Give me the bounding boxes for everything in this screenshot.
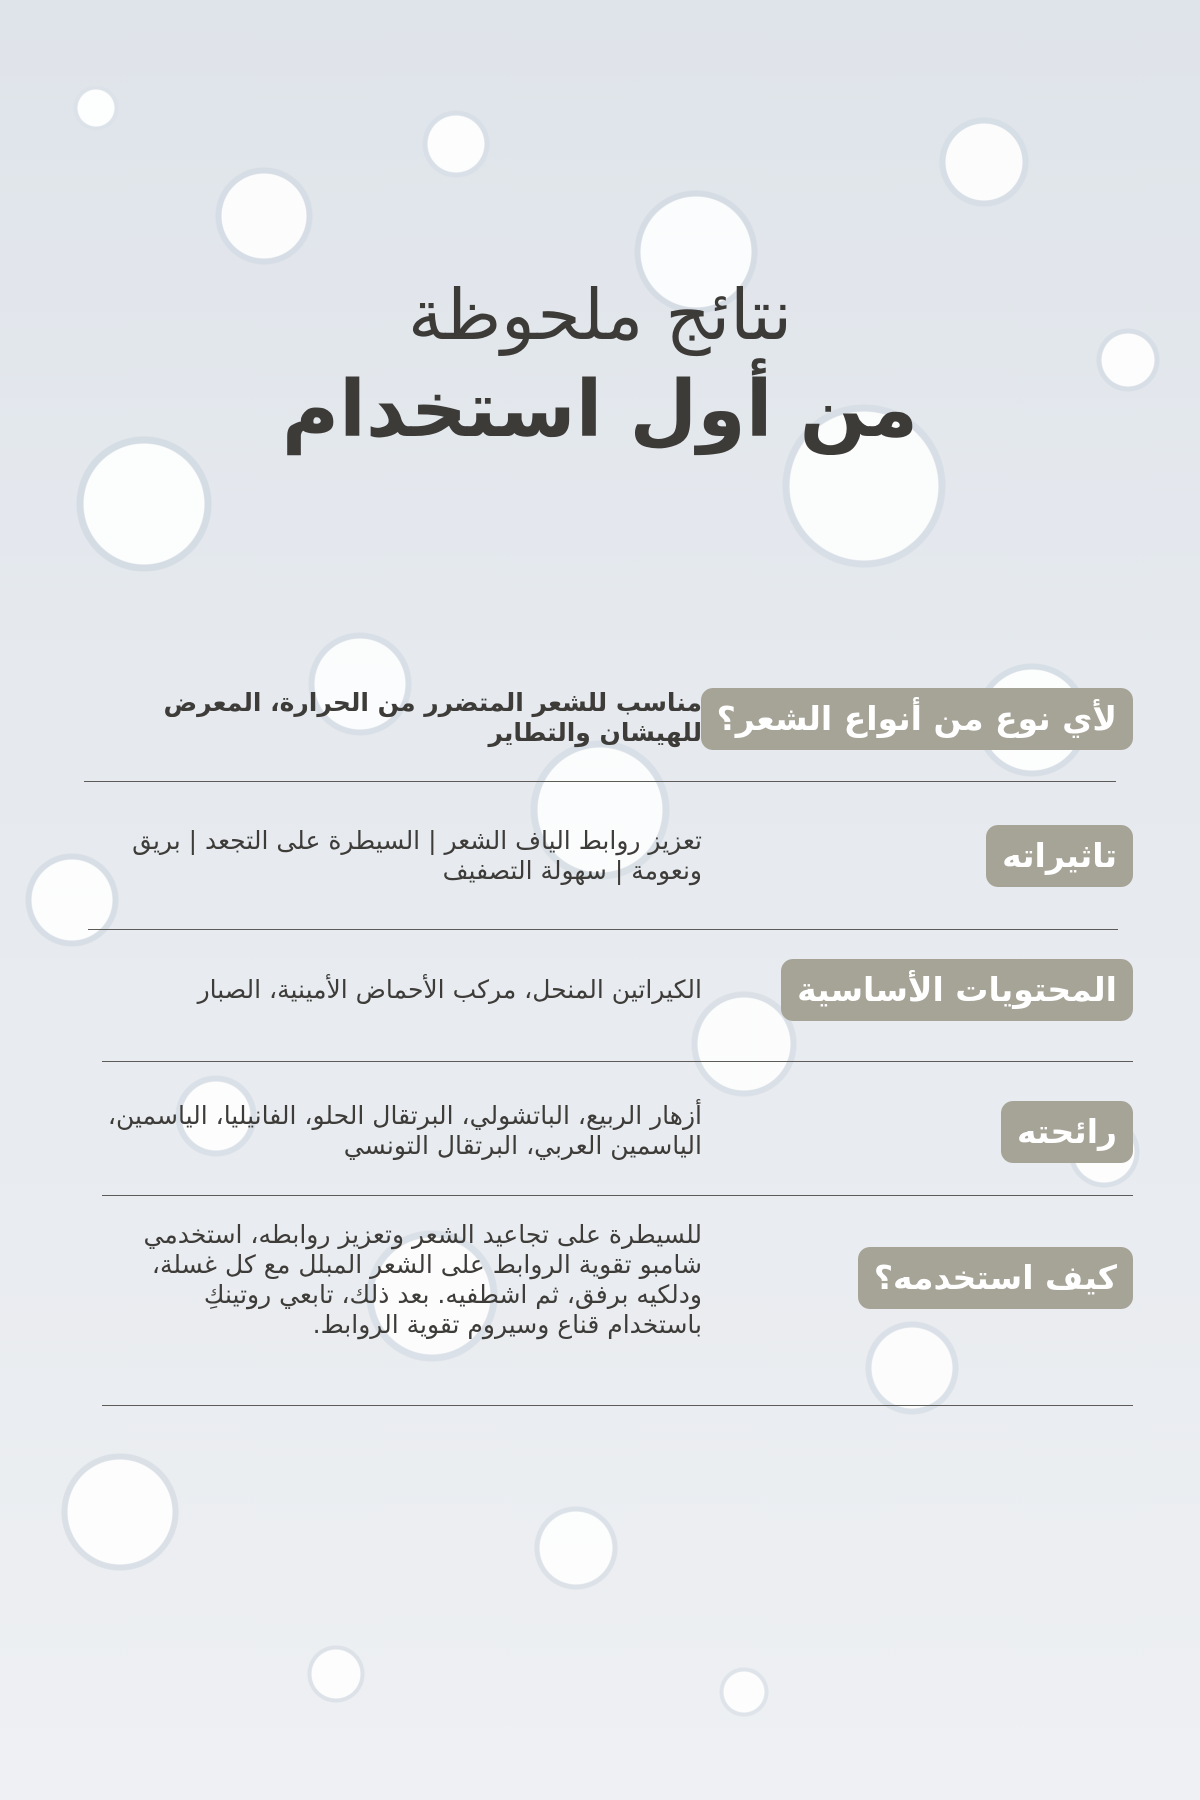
label-effects: تاثيراته (986, 825, 1133, 887)
label-how-to-use: كيف استخدمه؟ (858, 1247, 1133, 1309)
text-effects: تعزيز روابط الياف الشعر | السيطرة على التجعد | بريق ونعومة | سهولة التصفيف (132, 826, 702, 885)
headline-line-1: نتائج ملحوظة (407, 274, 793, 356)
label-hair-type: لأي نوع من أنواع الشعر؟ (701, 688, 1133, 750)
divider-3 (102, 1061, 1133, 1062)
divider-1 (84, 781, 1116, 782)
label-scent: رائحته (1001, 1101, 1133, 1163)
label-ingredients: المحتويات الأساسية (781, 959, 1133, 1021)
text-how-to-use: للسيطرة على تجاعيد الشعر وتعزيز روابطه، استخدمي شامبو تقوية الروابط على الشعر المبلل مع كل غسلة، ودلكيه برفق، ثم اشطفيه. بعد ذلك، تابعي روتينكِ باستخدام قناع وسيروم تقوية الروابط. (143, 1220, 702, 1339)
text-ingredients: الكيراتين المنحل، مركب الأحماض الأمينية، الصبار (197, 975, 702, 1004)
headline (0, 270, 1200, 460)
text-scent: أزهار الربيع، الباتشولي، البرتقال الحلو، الفانيليا، الياسمين، الياسمين العربي، البرتقال التونسي (107, 1101, 702, 1160)
text-hair-type: مناسب للشعر المتضرر من الحرارة، المعرض للهيشان والتطاير (163, 688, 702, 747)
divider-2 (88, 929, 1118, 930)
headline-line-2: من أول استخدام (281, 365, 919, 455)
divider-4 (102, 1195, 1133, 1196)
divider-5 (102, 1405, 1133, 1406)
